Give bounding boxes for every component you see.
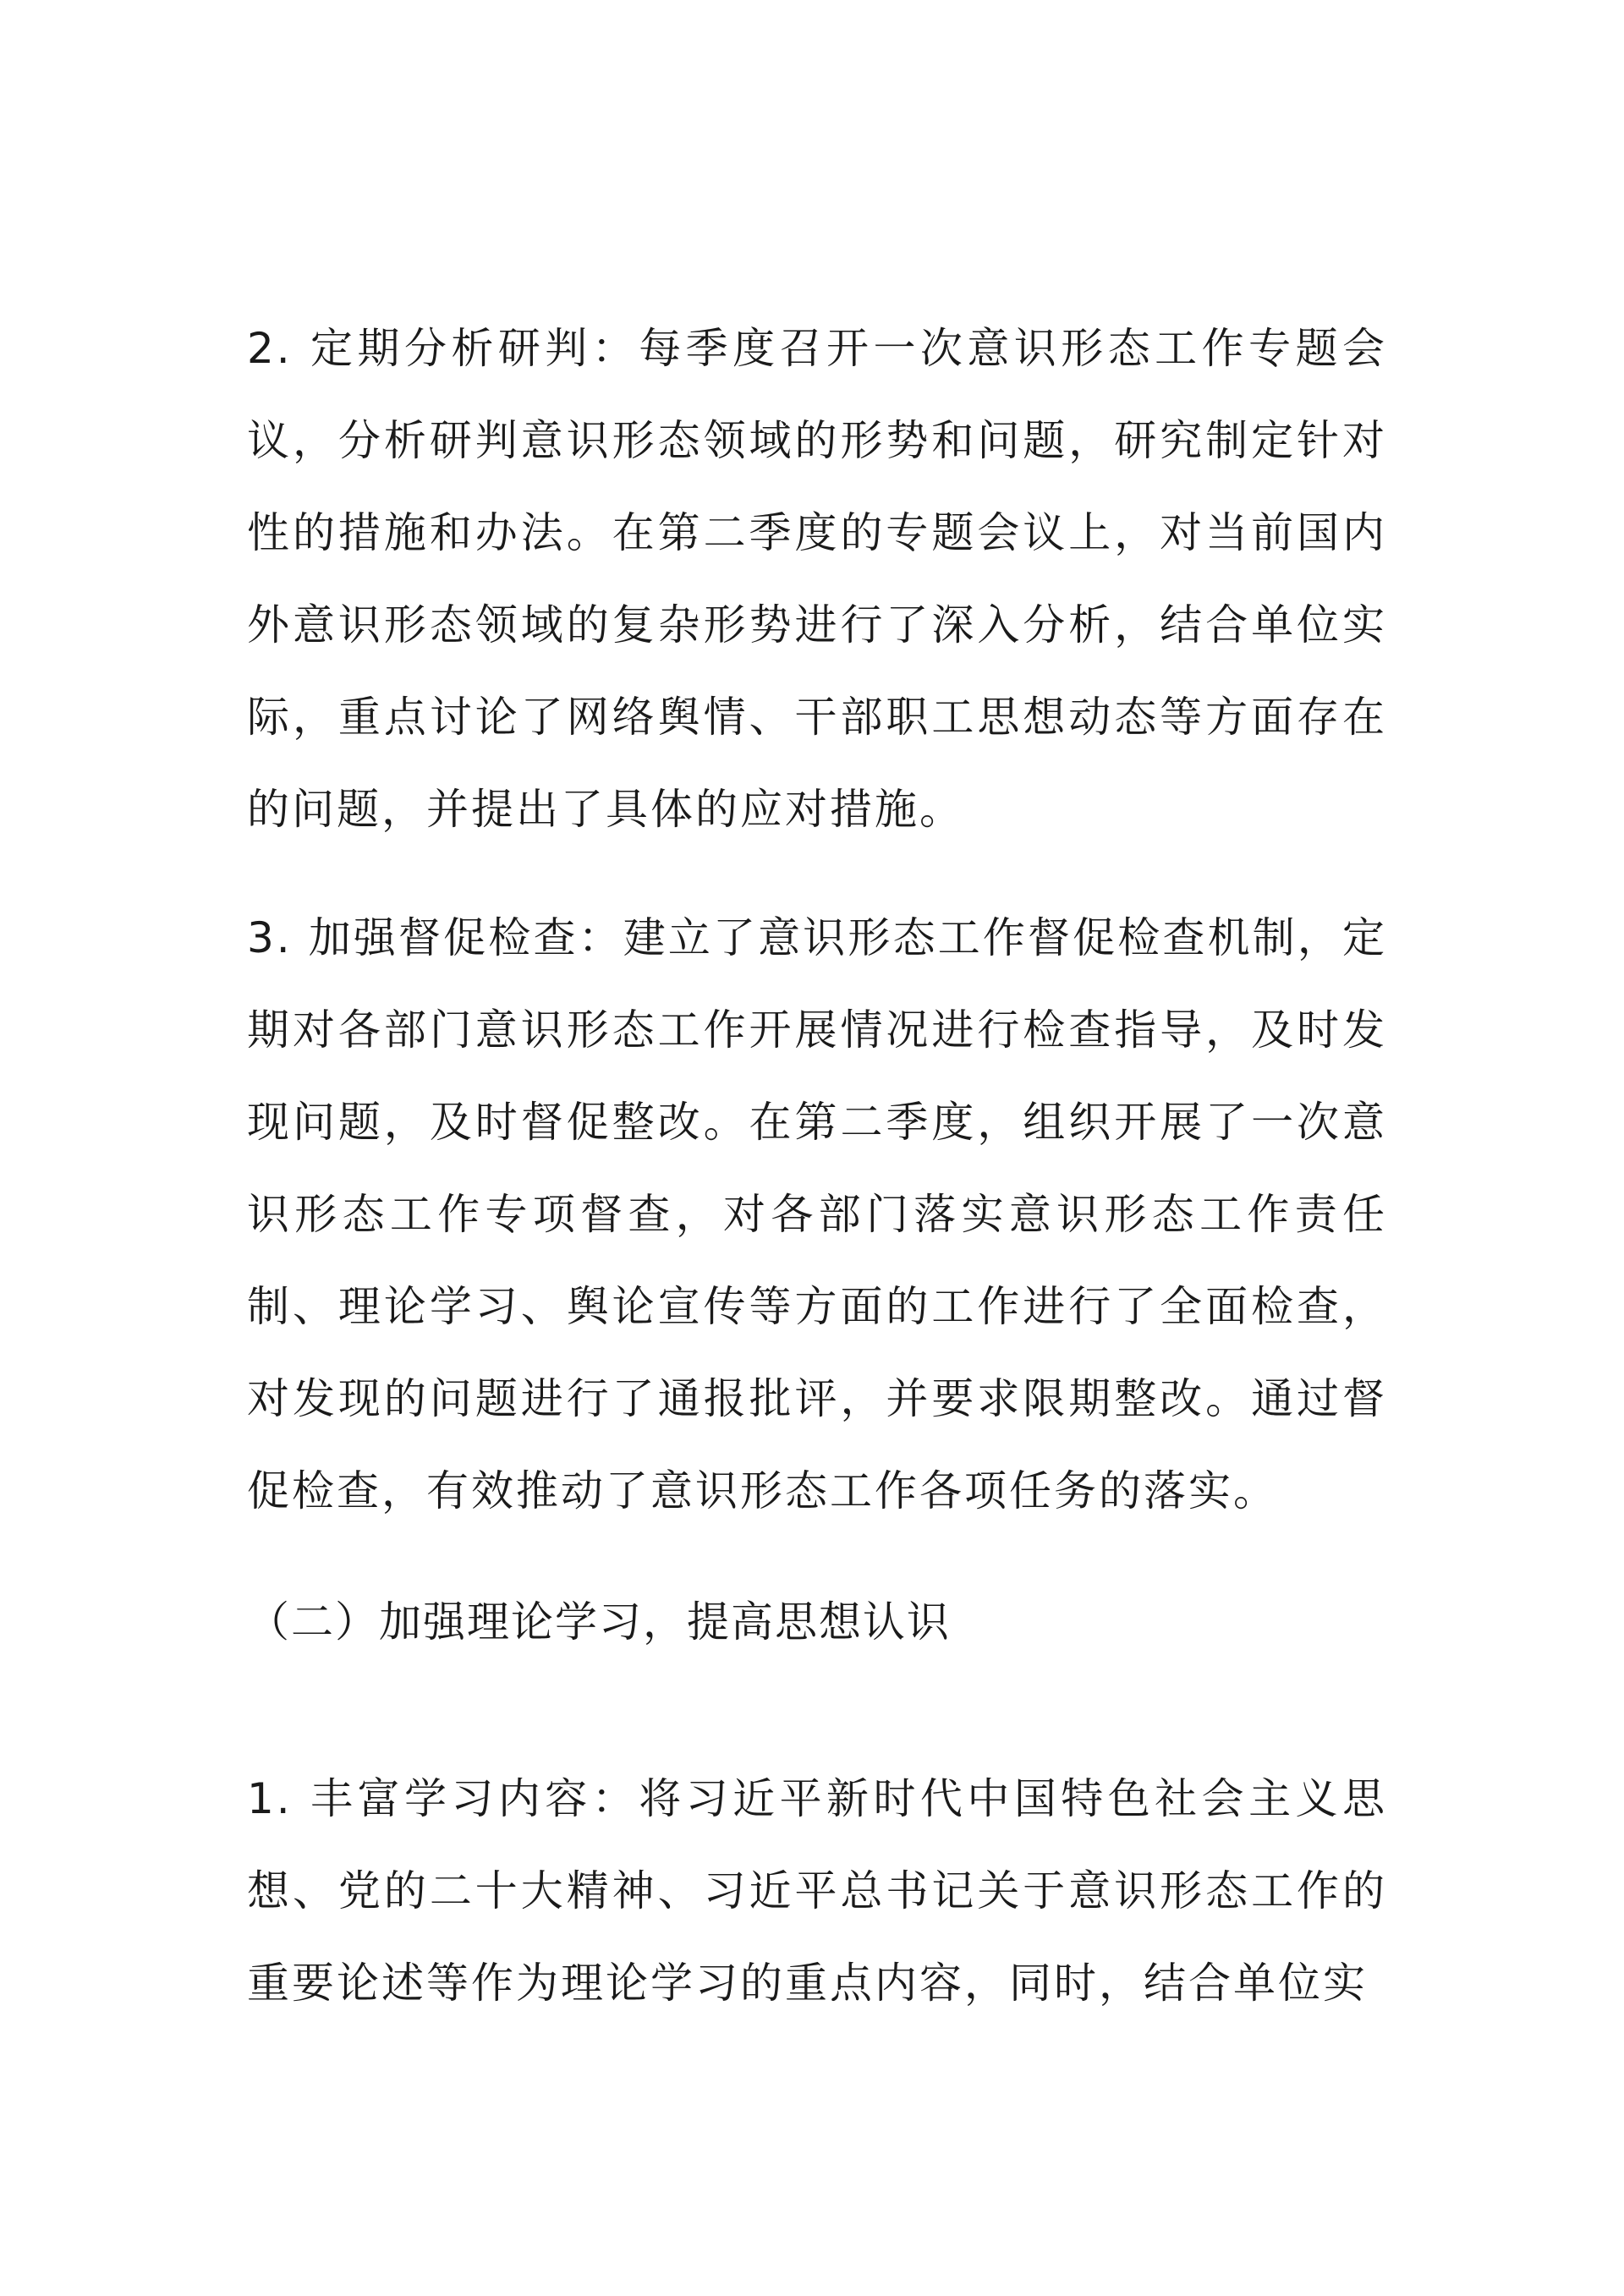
paragraph-regular-analysis: 2. 定期分析研判：每季度召开一次意识形态工作专题会议，分析研判意识形态领域的形势和问题，研究制定针对性的措施和办法。在第二季度的专题会议上，对当前国内外意识形态领域的复杂形势进行了深入分析，结合单位实际，重点讨论了网络舆情、干部职工思想动态等方面存在的问题，并提出了具体的应对措施。 [247, 324, 1387, 834]
paragraph-supervision-inspection: 3. 加强督促检查：建立了意识形态工作督促检查机制，定期对各部门意识形态工作开展情况进行检查指导，及时发现问题，及时督促整改。在第二季度，组织开展了一次意识形态工作专项督查，对各部门落实意识形态工作责任制、理论学习、舆论宣传等方面的工作进行了全面检查，对发现的问题进行了通报批评，并要求限期整改。通过督促检查，有效推动了意识形态工作各项任务的落实。 [247, 913, 1387, 1515]
section-heading: （二）加强理论学习，提高思想认识 [247, 1597, 951, 1647]
paragraph-study-content: 1. 丰富学习内容：将习近平新时代中国特色社会主义思想、党的二十大精神、习近平总书记关于意识形态工作的重要论述等作为理论学习的重点内容，同时，结合单位实 [247, 1774, 1387, 2008]
